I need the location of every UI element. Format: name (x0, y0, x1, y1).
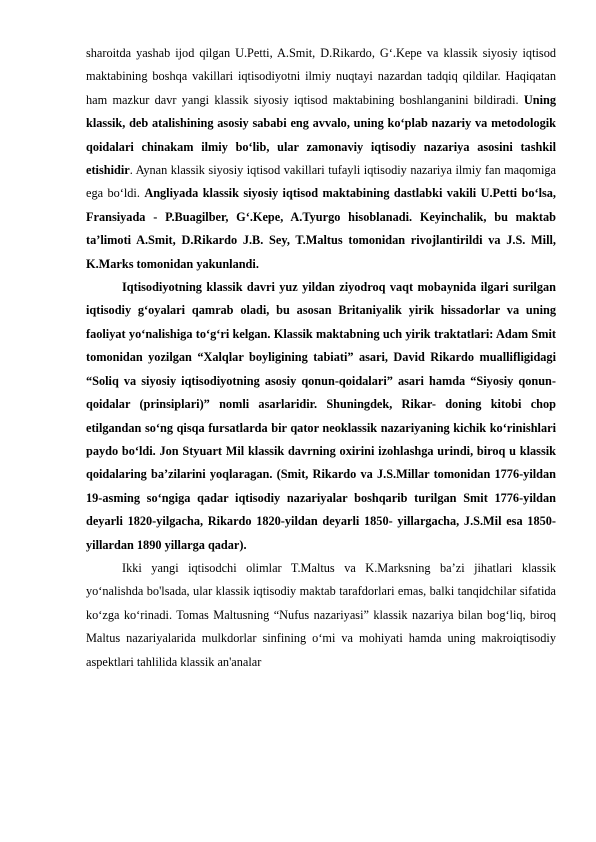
paragraph-1-text-a: sharoitda yashab ijod qilgan U.Petti, A.Smit, D.Rikardo, G‘.Kepe va klassik siyosiy iqtisod maktabining boshqa vakillari iqtisodiyotni ilmiy nuqtayi nazardan tadqiq qildilar. Haqiqatan ham mazkur davr yangi klassik siyosiy iqtisod maktabining boshlanganini bildiradi. (86, 46, 556, 107)
paragraph-1 (86, 42, 556, 276)
paragraph-2-bold: Iqtisodiyotning klassik davri yuz yildan ziyodroq vaqt mobaynida ilgari surilgan iqtisodiy g‘oyalari qamrab oladi, bu asosan Britaniyalik yirik hissadorlar va uning faoliyat yo‘nalishiga to‘g‘ri kelgan. Klassik maktabning uch yirik traktatlari: Adam Smit tomonidan yozilgan “Xalqlar boyligining tabiati” asari, David Rikardo muallifligidagi “Soliq va siyosiy iqtisodiyotning asosiy qonun-qoidalari” asari hamda “Siyosiy qonun-qoidalar (prinsiplari)” nomli asarlaridir. Shuningdek, Rikar- doning kitobi chop etilgandan so‘ng qisqa fursatlarda bir qator neoklassik nazariyaning kichik ko‘rinishlari paydo bo‘ldi. Jon Styuart Mil klassik davrning oxirini izohlashga urindi, biroq u klassik qoidalaring ba’zilarini yoqlaragan. (Smit, Rikardo va J.S.Millar tomonidan 1776-yildan 19-asming so‘ngiga qadar iqtisodiy nazariyalar boshqarib turilgan Smit 1776-yildan deyarli 1820-yilgacha, Rikardo 1820-yildan deyarli 1850- yillargacha, J.S.Mil esa 1850-yillardan 1890 yillarga qadar). (86, 280, 556, 552)
paragraph-3: Ikki yangi iqtisodchi olimlar T.Maltus va K.Marksning ba’zi jihatlari klassik yo‘nalishda bo'lsada, ular klassik iqtisodiy maktab tarafdorlari emas, balki tanqidchilar sifatida ko‘zga ko‘rinadi. Tomas Maltusning “Nufus nazariyasi” klassik nazariya bilan bog‘liq, biroq Maltus nazariyalarida mulkdorlar sinfining o‘mi va mohiyati hamda uning makroiqtisodiy aspektlari tahlilida klassik an'analar (86, 560, 556, 669)
paragraph-1-bold-d: Angliyada klassik siyosiy iqtisod maktabining dastlabki vakili U.Petti bo‘lsa, Fransiyada - P.Buagilber, G‘.Kepe, A.Tyurgo hisoblanadi. Keyinchalik, bu maktab ta’limoti A.Smit, D.Rikardo J.B. Sey, T.Maltus tomonidan rivojlantirildi va J.S. Mill, K.Marks tomonidan yakunlandi. (86, 186, 556, 271)
paragraph-1-bold-b: Uning klassik, deb atalishining asosiy sababi eng avvalo, uning ko‘plab nazariy va metodologik qoidalari chinakam ilmiy bo‘lib, ular zamonaviy iqtisodiy nazariya asosini tashkil etishidir (86, 92, 556, 178)
document-page (86, 42, 556, 674)
paragraph-1-text-c: . Aynan klassik siyosiy iqtisod vakillari tufayli iqtisodiy nazariya ilmiy fan maqomiga ega bo‘ldi. (86, 163, 556, 201)
paragraph-2 (86, 276, 556, 557)
